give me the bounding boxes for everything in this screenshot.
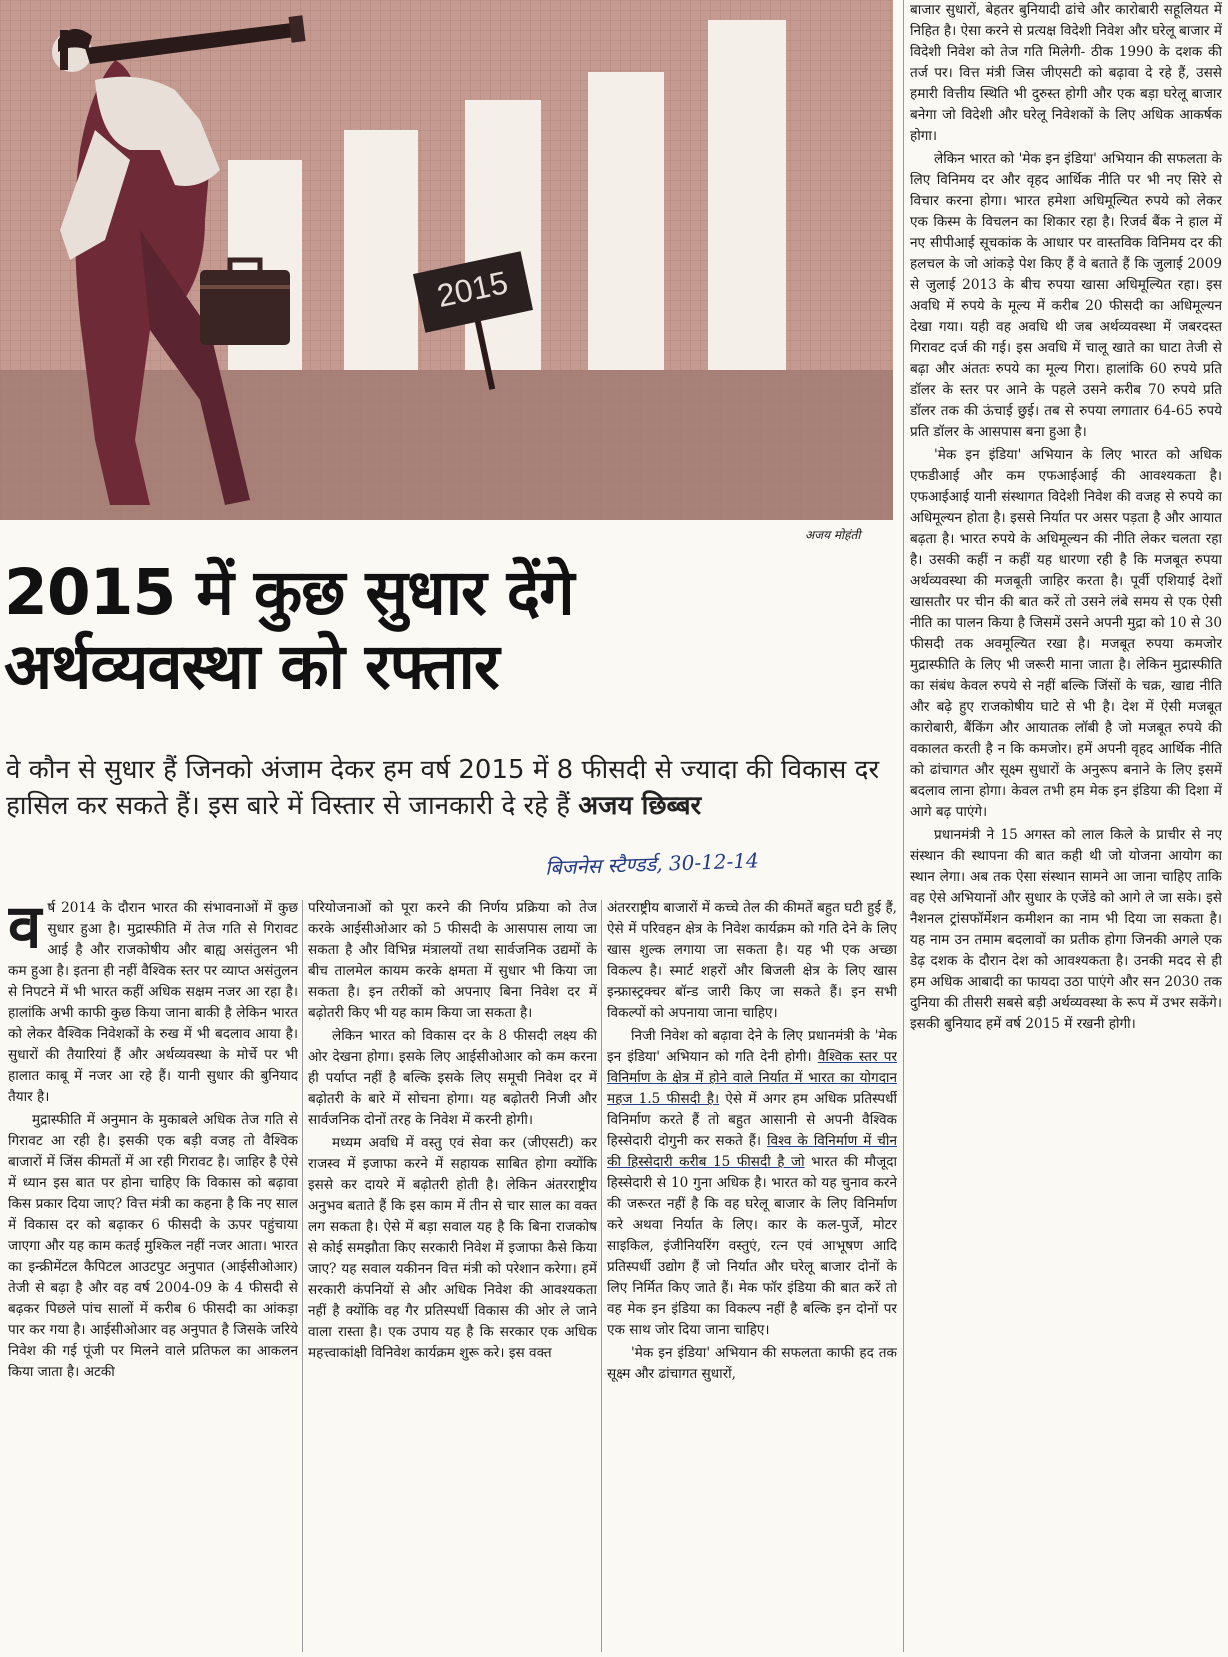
sign-label: 2015 xyxy=(433,264,511,315)
headline xyxy=(4,556,884,704)
article-column-1 xyxy=(8,898,298,1654)
paragraph xyxy=(8,898,298,1108)
paragraph xyxy=(607,1026,897,1341)
drop-cap: व xyxy=(8,898,42,962)
paragraph: मुद्रास्फीति में अनुमान के मुकाबले अधिक तेज गति से गिरावट आ रही है। इसकी एक बड़ी वजह तो वैश्विक बाजारों में जिंस कीमतों में आ रही गिरावट है। जाहिर है ऐसे में ध्यान इस बात पर होना चाहिए कि विकास को बढ़ावा किस प्रकार दिया जाए? वित्त मंत्री का कहना है कि नए साल में विकास दर को बढ़ाकर 6 फीसदी के ऊपर पहुंचाया जाएगा और यह काम कतई मुश्किल नहीं नजर आता। भारत का इन्क्रीमेंटल कैपिटल आउटपुट अनुपात (आईसीओआर) तेजी से बढ़ा है और वह वर्ष 2004-09 के 4 फीसदी से बढ़कर पिछले पांच सालों में करीब 6 फीसदी का आंकड़ा पार कर गया है। आईसीओआर वह अनुपात है जिसके जरिये निवेश की गई पूंजी पर मिलने वाले प्रतिफल का आकलन किया जाता है। अटकी xyxy=(8,1112,298,1380)
underlined-text: वैश्विक स्तर पर विनिर्माण के क्षेत्र में होने वाले निर्यात में भारत का योगदान महज 1.5 फीसदी है। xyxy=(607,1049,897,1107)
paragraph-text: ऐसे में अगर हम अधिक प्रतिस्पर्धी विनिर्माण करते हैं तो बहुत आसानी से अपनी वैश्विक हिस्सेदारी दोगुनी कर सकते हैं। xyxy=(607,1091,897,1149)
paragraph-text: भारत की मौजूदा हिस्सेदारी से 10 गुना अधिक है। भारत को यह चुनाव करने की जरूरत नहीं है कि वह घरेलू बाजार के लिए विनिर्माण करे अथवा निर्यात के लिए। कार के कल-पुर्जे, मोटर साइकिल, इंजीनियरिंग वस्तुएं, रत्न एवं आभूषण आदि प्रतिस्पर्धी उद्योग हैं जो निर्यात और घरेलू बाजार दोनों के लिए निर्मित किए जाते हैं। मेक फॉर इंडिया की बात करें तो वह मेक इन इंडिया का विकल्प नहीं है बल्कि इन दोनों पर एक साथ जोर दिया जाना चाहिए। xyxy=(607,1154,897,1338)
paragraph: मध्यम अवधि में वस्तु एवं सेवा कर (जीएसटी) कर राजस्व में इजाफा करने में सहायक साबित होगा क्योंकि इससे कर दायरे में बढ़ोतरी होती है। लेकिन अंतरराष्ट्रीय अनुभव बताते हैं कि इस काम में तीन से चार साल का वक्त लग सकता है। ऐसे में बड़ा सवाल यह है कि बिना राजकोष से कोई समझौता किए सरकारी निवेश में इजाफा कैसे किया जाए? यह सवाल यकीनन वित्त मंत्री को परेशान करेगा। हमें सरकारी कंपनियों से और अधिक निवेश की आवश्यकता नहीं है क्योंकि वह गैर प्रतिस्पर्धी विकास की ओर ले जाने वाला रास्ता है। एक उपाय यह है कि सरकार एक अधिक महत्त्वाकांक्षी विनिवेश कार्यक्रम शुरू करे। इस वक्त xyxy=(308,1135,597,1361)
paragraph: बाजार सुधारों, बेहतर बुनियादी ढांचे और कारोबारी सहूलियत में निहित है। ऐसा करने से प्रत्यक्ष विदेशी निवेश और घरेलू बाजार में विदेशी निवेश को तेज गति मिलेगी- ठीक 1990 के दशक की तर्ज पर। वित्त मंत्री जिस जीएसटी को बढ़ावा दे रहे हैं, उससे हमारी वित्तीय स्थिति भी दुरुस्त होगी और एक बड़ा घरेलू बाजार बनेगा जो विदेशी और घरेलू निवेशकों के लिए अधिक आकर्षक होगा। xyxy=(910,2,1222,144)
headline-line-1: 2015 में कुछ सुधार देंगे xyxy=(4,556,574,629)
author-name: अजय छिब्बर xyxy=(578,791,702,821)
subheading-text: वे कौन से सुधार हैं जिनको अंजाम देकर हम वर्ष 2015 में 8 फीसदी से ज्यादा की विकास दर हासिल कर सकते हैं। इस बारे में विस्तार से जानकारी दे रहे हैं xyxy=(6,755,880,821)
column-rule xyxy=(903,0,904,1652)
article-column-2 xyxy=(308,898,597,1654)
headline-line-2: अर्थव्यवस्था को रफ्तार xyxy=(4,630,499,703)
article-column-3 xyxy=(607,898,897,1654)
paragraph-text: निजी निवेश को बढ़ावा देने के लिए प्रधानमंत्री के 'मेक इन इंडिया' अभियान को गति देनी होगी। xyxy=(607,1028,897,1065)
paragraph: लेकिन भारत को विकास दर के 8 फीसदी लक्ष्य की ओर देखना होगा। इसके लिए आईसीओआर को कम करना ही पर्याप्त नहीं है बल्कि इसके लिए समूची निवेश दर में बढ़ोतरी के बारे में सोचना होगा। यह बढ़ोतरी निजी और सार्वजनिक दोनों तरह के निवेश में करनी होगी। xyxy=(308,1028,597,1128)
paragraph-text: र्ष 2014 के दौरान भारत की संभावनाओं में कुछ सुधार हुआ है। मुद्रास्फीति में तेज गति से गिरावट आई है और राजकोषीय और बाह्य असंतुलन भी कम हुआ है। इतना ही नहीं वैश्विक स्तर पर व्याप्त असंतुलन से निपटने में भी भारत कहीं अधिक सक्षम नजर आ रहा है। हालांकि अभी काफी कुछ किया जाना बाकी है लेकिन भारत को लेकर वैश्विक निवेशकों के रुख में भी बदलाव आया है। सुधारों की तैयारियां हैं और अर्थव्यवस्था के मोर्चे पर भी हालात काबू में नजर आ रहे हैं। यानी सुधार की बुनियाद तैयार है। xyxy=(8,900,298,1105)
illustration xyxy=(0,0,893,520)
paragraph: 'मेक इन इंडिया' अभियान की सफलता काफी हद तक सूक्ष्म और ढांचागत सुधारों, xyxy=(607,1345,897,1382)
bar-3 xyxy=(465,100,541,370)
handwritten-note: बिजनेस स्टैण्डर्ड, 30-12-14 xyxy=(544,848,760,880)
paragraph: 'मेक इन इंडिया' अभियान के लिए भारत को अधिक एफडीआई और कम एफआईआई की आवश्यकता है। एफआईआई यानी संस्थागत विदेशी निवेश की वजह से रुपये का अधिमूल्यन होता है। इससे निर्यात पर असर पड़ता है और आयात बढ़ता है। भारत रुपये के अधिमूल्यन की नीति लेकर चलता रहा है। उसकी कहीं न कहीं यह धारणा रही है कि मजबूत रुपया अर्थव्यवस्था की मजबूती जाहिर करता है। पूर्वी एशियाई देशों खासतौर पर चीन की बात करें तो उसने लंबे समय से एक ऐसी नीति का पालन किया है जिसमें उसने अपनी मुद्रा को 10 से 30 फीसदी तक अवमूल्यित रखा है। मजबूत रुपया कमजोर मुद्रास्फीति के लिए भी जरूरी माना जाता है। लेकिन मुद्रास्फीति का संबंध केवल रुपये से नहीं बल्कि जिंसों के चक्र, खाद्य नीति और बढ़े हुए राजकोषीय घाटे से भी है। देश में ऐसी मजबूत कारोबारी, बैंकिंग और आयातक लॉबी है जो मजबूत रुपये की वकालत करती है न कि कमजोर। हमें अपनी वृहद आर्थिक नीति को ढांचागत और सूक्ष्म सुधारों के अनुरूप बनाने के लिए इसमें बदलाव लाना होगा। केवल तभी हम मेक इन इंडिया की दिशा में आगे बढ़ पाएंगे। xyxy=(910,447,1222,820)
paragraph: लेकिन भारत को 'मेक इन इंडिया' अभियान की सफलता के लिए विनिमय दर और वृहद आर्थिक नीति पर भी नए सिरे से विचार करना होगा। भारत हमेशा अधिमूल्यित रुपये को लेकर एक किस्म के विचलन का शिकार रहा है। रिजर्व बैंक ने हाल में नए सीपीआई सूचकांक के आधार पर वास्तविक विनिमय दर की हलचल के जो आंकड़े पेश किए हैं वे बताते हैं कि जुलाई 2009 से जुलाई 2013 के बीच रुपया खासा अधिमूल्यित रहा। इस अवधि में रुपये के मूल्य में करीब 20 फीसदी का अधिमूल्यन देखा गया। यही वह अवधि थी जब अर्थव्यवस्था में जबरदस्त गिरावट दर्ज की गई। इस अवधि में चालू खाते का घाटा तेजी से बढ़ा और अंततः रुपये का मूल्य गिरा। हालांकि 60 रुपये प्रति डॉलर के स्तर पर आने के पहले उसने करीब 70 रुपये प्रति डॉलर तक की ऊंचाई छुई। तब से रुपया लगातार 64-65 रुपये प्रति डॉलर के आसपास बना हुआ है। xyxy=(910,151,1222,440)
article-column-4 xyxy=(910,0,1222,1654)
illustration-credit: अजय मोहंती xyxy=(805,528,861,542)
briefcase-icon xyxy=(200,260,290,345)
bar-2 xyxy=(344,130,418,370)
paragraph: परियोजनाओं को पूरा करने की निर्णय प्रक्रिया को तेज करके आईसीओआर को 5 फीसदी के आसपास लाया जा सकता है और विभिन्न मंत्रालयों तथा सार्वजनिक उद्यमों के बीच तालमेल कायम करके क्षमता में सुधार भी किया जा सकता है। इन तरीकों को अपनाए बिना निवेश दर में बढ़ोतरी किए भी यह काम किया जा सकता है। xyxy=(308,900,597,1021)
paragraph: प्रधानमंत्री ने 15 अगस्त को लाल किले के प्राचीर से नए संस्थान की स्थापना की बात कही थी जो योजना आयोग का स्थान लेगा। अब तक ऐसा संस्थान सामने आ जाना चाहिए ताकि वह ऐसे अभियानों और सुधार के एजेंडे को आगे ले जा सके। इसे नैशनल ट्रांसफॉर्मेशन कमीशन का नाम भी दिया जा सकता है। यह नाम उन तमाम बदलावों का प्रतीक होगा जिनकी अगले एक डेढ़ दशक के दौरान देश को आवश्यकता है। उनकी मदद से ही हम अधिक आबादी का फायदा उठा पाएंगे और सन 2030 तक दुनिया की तीसरी सबसे बड़ी अर्थव्यवस्था के रूप में उभर सकेंगे। इसकी बुनियाद हमें वर्ष 2015 में रखनी होगी। xyxy=(910,827,1222,1032)
bar-4 xyxy=(588,72,664,370)
column-rule xyxy=(302,900,303,1652)
underlined-text: विश्व के विनिर्माण में चीन की हिस्सेदारी करीब 15 फीसदी है जो xyxy=(607,1133,897,1170)
paragraph: अंतरराष्ट्रीय बाजारों में कच्चे तेल की कीमतें बहुत घटी हुई हैं, ऐसे में परिवहन क्षेत्र के निवेश कार्यक्रम को गति देने के लिए खास शुल्क लगाया जा सकता है। यह भी एक अच्छा विकल्प है। स्मार्ट शहरों और बिजली क्षेत्र के लिए खास इन्फ्रास्ट्रक्चर बॉन्ड जारी किए जा सकते हैं। इन सभी विकल्पों को अपनाया जाना चाहिए। xyxy=(607,900,897,1021)
column-rule xyxy=(601,900,602,1652)
bar-5 xyxy=(708,20,786,370)
growth-illustration xyxy=(0,0,893,520)
subheading xyxy=(6,752,886,824)
